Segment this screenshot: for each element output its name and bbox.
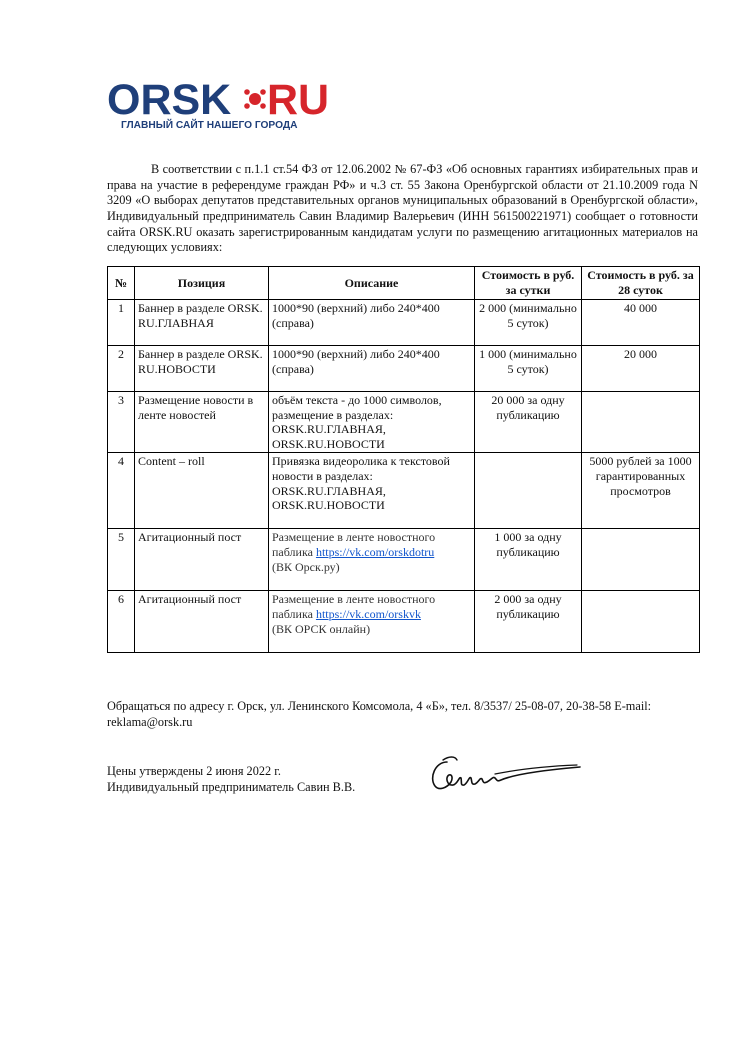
cell-price-day: 20 000 за одну публикацию (475, 392, 582, 453)
cell-description (269, 529, 475, 591)
cell-num: 3 (108, 392, 135, 453)
cell-num: 4 (108, 453, 135, 529)
table-row (108, 300, 700, 346)
cell-description (269, 591, 475, 653)
description-note: (ВК Орск.ру) (272, 559, 340, 574)
cell-position: Агитационный пост (135, 529, 269, 591)
logo-dot-icon (244, 89, 266, 109)
header-position: Позиция (135, 267, 269, 300)
description-note: (ВК ОРСК онлайн) (272, 621, 371, 636)
cell-price-day: 2 000 (минимально 5 суток) (475, 300, 582, 346)
cell-position: Размещение новости в ленте новостей (135, 392, 269, 453)
approval-block (107, 763, 427, 795)
vk-link-orskvk[interactable]: https://vk.com/orskvk (315, 606, 421, 621)
table-row (108, 591, 700, 653)
header-price-28: Стоимость в руб. за 28 суток (582, 267, 700, 300)
cell-description: Привязка видеоролика к текстовой новости в разделах: ORSK.RU.ГЛАВНАЯ, ORSK.RU.НОВОСТИ (269, 453, 475, 529)
orsk-logo (107, 78, 332, 130)
approval-signer: Индивидуальный предприниматель Савин В.В. (107, 780, 356, 794)
signature-icon (425, 748, 585, 798)
cell-description: 1000*90 (верхний) либо 240*400 (справа) (269, 300, 475, 346)
table-header-row (108, 267, 700, 300)
approval-date: Цены утверждены 2 июня 2022 г. (107, 764, 281, 778)
vk-link-orskdotru[interactable]: https://vk.com/orskdotru (315, 544, 435, 559)
cell-description: 1000*90 (верхний) либо 240*400 (справа) (269, 346, 475, 392)
cell-num: 2 (108, 346, 135, 392)
cell-position: Content – roll (135, 453, 269, 529)
description-text: Размещение в ленте новостного паблика (272, 530, 436, 559)
cell-num: 6 (108, 591, 135, 653)
header-price-day: Стоимость в руб. за сутки (475, 267, 582, 300)
cell-position: Баннер в разделе ORSK.RU.ГЛАВНАЯ (135, 300, 269, 346)
logo-tagline: ГЛАВНЫЙ САЙТ НАШЕГО ГОРОДА (121, 120, 298, 130)
logo-text-orsk: ORSK (107, 78, 232, 124)
logo-text-ru: RU (267, 78, 330, 124)
table-row (108, 529, 700, 591)
table-row (108, 392, 700, 453)
intro-paragraph: В соответствии с п.1.1 ст.54 ФЗ от 12.06.2002 № 67-ФЗ «Об основных гарантиях избирательных прав и права на участие в референдуме граждан РФ» и ч.3 ст. 55 Закона Оренбургской области от 21.10.2009 года N 3209 «О выборах депутатов представительных органов муниципальных образований в Оренбургской области», Индивидуальный предприниматель Савин Владимир Валерьевич (ИНН 561500221971) сообщает о готовности сайта ORSK.RU оказать зарегистрированным кандидатам услуги по размещению агитационных материалов на следующих условиях: (107, 162, 698, 255)
cell-price-28: 5000 рублей за 1000 гарантированных просмотров (582, 453, 700, 529)
header-num: № (108, 267, 135, 300)
price-table (107, 266, 700, 653)
cell-price-day: 2 000 за одну публикацию (475, 591, 582, 653)
header-description: Описание (269, 267, 475, 300)
cell-position: Баннер в разделе ORSK.RU.НОВОСТИ (135, 346, 269, 392)
cell-price-day (475, 453, 582, 529)
cell-num: 5 (108, 529, 135, 591)
cell-price-28: 40 000 (582, 300, 700, 346)
cell-price-28: 20 000 (582, 346, 700, 392)
cell-num: 1 (108, 300, 135, 346)
description-text: Размещение в ленте новостного паблика (272, 592, 436, 621)
cell-price-28 (582, 591, 700, 653)
cell-position: Агитационный пост (135, 591, 269, 653)
cell-price-day: 1 000 за одну публикацию (475, 529, 582, 591)
cell-price-28 (582, 529, 700, 591)
contact-info: Обращаться по адресу г. Орск, ул. Ленинского Комсомола, 4 «Б», тел. 8/3537/ 25-08-07, 20-38-58 E-mail: reklama@orsk.ru (107, 699, 652, 730)
cell-description: объём текста - до 1000 символов, размещение в разделах: ORSK.RU.ГЛАВНАЯ, ORSK.RU.НОВОСТИ (269, 392, 475, 453)
cell-price-day: 1 000 (минимально 5 суток) (475, 346, 582, 392)
table-row (108, 453, 700, 529)
table-row (108, 346, 700, 392)
cell-price-28 (582, 392, 700, 453)
